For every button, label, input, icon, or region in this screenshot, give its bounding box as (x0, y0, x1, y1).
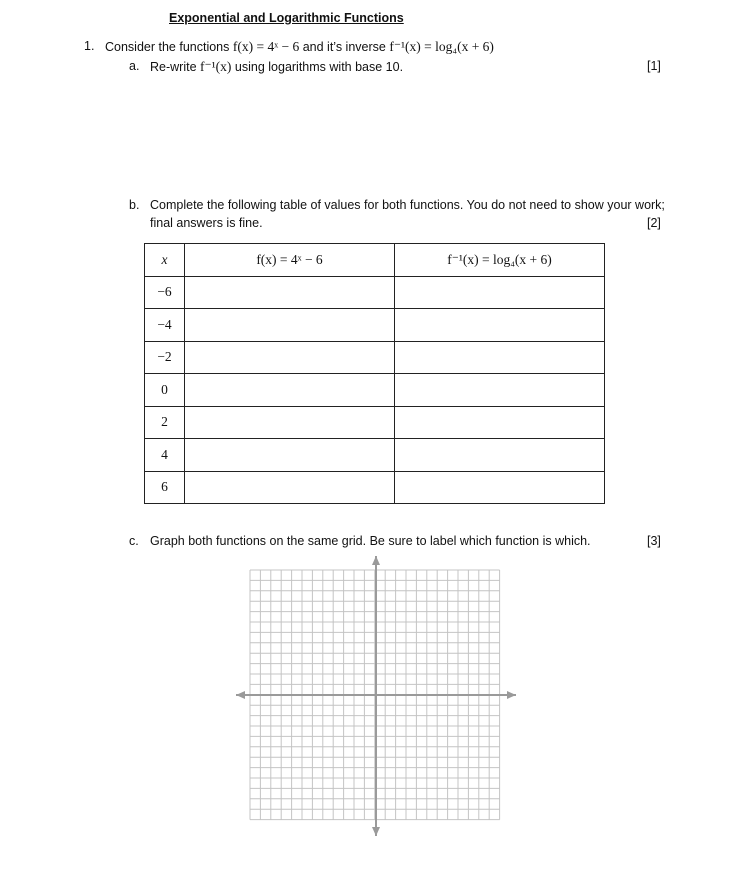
x-axis-left-arrow-icon (236, 691, 245, 699)
part-c-text: Graph both functions on the same grid. Be sure to label which function is which. (150, 534, 591, 548)
y-axis-down-arrow-icon (372, 827, 380, 836)
function-f-expression: f(x) = 4ˣ − 6 (232, 39, 300, 54)
x-value-cell: 6 (145, 471, 185, 504)
part-c-marks: [3] (647, 534, 661, 548)
x-value-cell: 0 (145, 374, 185, 407)
question-intro (105, 39, 494, 55)
header-f-inverse: f⁻¹(x) = log₄(x + 6) (395, 244, 605, 277)
part-a-marks: [1] (647, 59, 661, 73)
values-table (144, 243, 605, 504)
f-value-cell[interactable] (185, 309, 395, 342)
part-a-text-after: using logarithms with base 10. (231, 60, 404, 74)
table-row (145, 374, 605, 407)
table-row (145, 471, 605, 504)
f-value-cell[interactable] (185, 471, 395, 504)
question-intro-text: Consider the functions (105, 40, 233, 54)
table-row (145, 309, 605, 342)
table-row (145, 341, 605, 374)
part-a-label: a. (129, 59, 140, 73)
x-value-cell: 2 (145, 406, 185, 439)
x-value-cell: −2 (145, 341, 185, 374)
f-value-cell[interactable] (185, 406, 395, 439)
f-inverse-value-cell[interactable] (395, 439, 605, 472)
part-b-label: b. (129, 198, 140, 212)
part-b-text-line2: final answers is fine. (150, 216, 263, 230)
f-inverse-value-cell[interactable] (395, 406, 605, 439)
part-a-text-before: Re-write (150, 60, 201, 74)
function-inverse-expression: f⁻¹(x) = log₄(x + 6) (389, 39, 494, 54)
part-c-label: c. (129, 534, 139, 548)
f-inverse-value-cell[interactable] (395, 471, 605, 504)
table-header-row (145, 244, 605, 277)
question-intro-mid: and it’s inverse (299, 40, 390, 54)
part-a-text (150, 59, 403, 75)
f-value-cell[interactable] (185, 374, 395, 407)
f-inverse-value-cell[interactable] (395, 276, 605, 309)
header-x: x (145, 244, 185, 277)
x-value-cell: 4 (145, 439, 185, 472)
f-inverse-value-cell[interactable] (395, 309, 605, 342)
f-value-cell[interactable] (185, 276, 395, 309)
f-inverse-value-cell[interactable] (395, 341, 605, 374)
x-value-cell: −4 (145, 309, 185, 342)
part-b-text-line1: Complete the following table of values for both functions. You do not need to show your work; (150, 198, 665, 212)
f-inverse-value-cell[interactable] (395, 374, 605, 407)
f-value-cell[interactable] (185, 439, 395, 472)
y-axis-up-arrow-icon (372, 556, 380, 565)
f-value-cell[interactable] (185, 341, 395, 374)
x-axis-right-arrow-icon (507, 691, 516, 699)
table-row (145, 439, 605, 472)
x-value-cell: −6 (145, 276, 185, 309)
coordinate-grid[interactable] (236, 556, 516, 836)
table-row (145, 406, 605, 439)
table-row (145, 276, 605, 309)
page-title: Exponential and Logarithmic Functions (169, 11, 404, 25)
header-f: f(x) = 4ˣ − 6 (185, 244, 395, 277)
part-a-math: f⁻¹(x) (200, 59, 232, 74)
question-number: 1. (84, 39, 95, 53)
part-b-marks: [2] (647, 216, 661, 230)
